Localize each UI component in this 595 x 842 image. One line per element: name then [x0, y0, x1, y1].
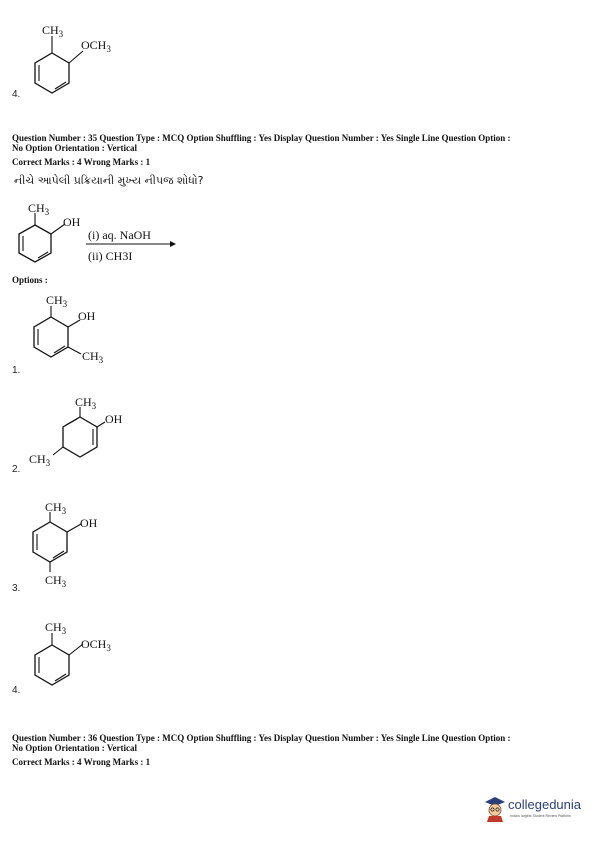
svg-text:CH3: $CH_3$ [28, 201, 50, 217]
reagent-2: (ii) CH3I [88, 249, 133, 263]
option-number: 4. [12, 685, 21, 696]
option-1-structure [25, 290, 135, 370]
svg-text:CH3: $CH_3$ [45, 573, 67, 589]
option-4-structure [25, 615, 135, 700]
svg-text:OH: OH [78, 309, 96, 323]
reagent-1: (i) aq. NaOH [88, 228, 151, 242]
svg-text:OH: OH [63, 215, 81, 229]
marks-line: Correct Marks : 4 Wrong Marks : 1 [12, 157, 151, 167]
option-3-structure [25, 500, 135, 590]
logo-wordmark: collegedunia [508, 797, 582, 812]
svg-text:CH3: $CH_3$ [29, 452, 51, 468]
svg-text:CH3: $CH_3$ [45, 620, 67, 636]
options-label: Options : [12, 275, 48, 285]
svg-text:CH3: $CH_3$ [82, 349, 104, 365]
graduate-mascot-icon [484, 794, 506, 822]
svg-text:CH3: $CH_3$ [46, 293, 68, 309]
option-2-structure [25, 395, 145, 475]
reactant-structure [10, 195, 180, 275]
svg-text:OH: OH [105, 412, 123, 426]
top-option-4-structure [25, 18, 135, 103]
question-header-line1: Question Number : 35 Question Type : MCQ Option Shuffling : Yes Display Question Number : Yes Single Line Question Option : [12, 133, 511, 143]
question-header-line2: No Option Orientation : Vertical [12, 143, 137, 153]
option-number: 1. [12, 365, 21, 376]
svg-text:CH3: $CH_3$ [75, 395, 97, 411]
svg-text:OH: OH [80, 516, 98, 530]
question-header-line1: Question Number : 36 Question Type : MCQ Option Shuffling : Yes Display Question Number : Yes Single Line Question Option : [12, 733, 511, 743]
logo-tagline: India's largest Student Review Platform [510, 814, 571, 818]
option-number: 2. [12, 464, 21, 475]
svg-text:CH3: $CH_3$ [45, 500, 67, 516]
methoxy-group-label: $OCH_3$ [81, 38, 111, 54]
methyl-group-label: $CH_3$ [42, 23, 64, 39]
collegedunia-logo [484, 792, 589, 826]
question-text: નીચે આપેલી પ્રક્રિયાની મુખ્ય નીપજ શોધો? [14, 174, 204, 187]
option-number: 4. [12, 89, 21, 100]
option-number: 3. [12, 583, 21, 594]
question-header-line2: No Option Orientation : Vertical [12, 743, 137, 753]
marks-line: Correct Marks : 4 Wrong Marks : 1 [12, 757, 151, 767]
svg-text:OCH3: $OCH_3$ [81, 637, 111, 653]
